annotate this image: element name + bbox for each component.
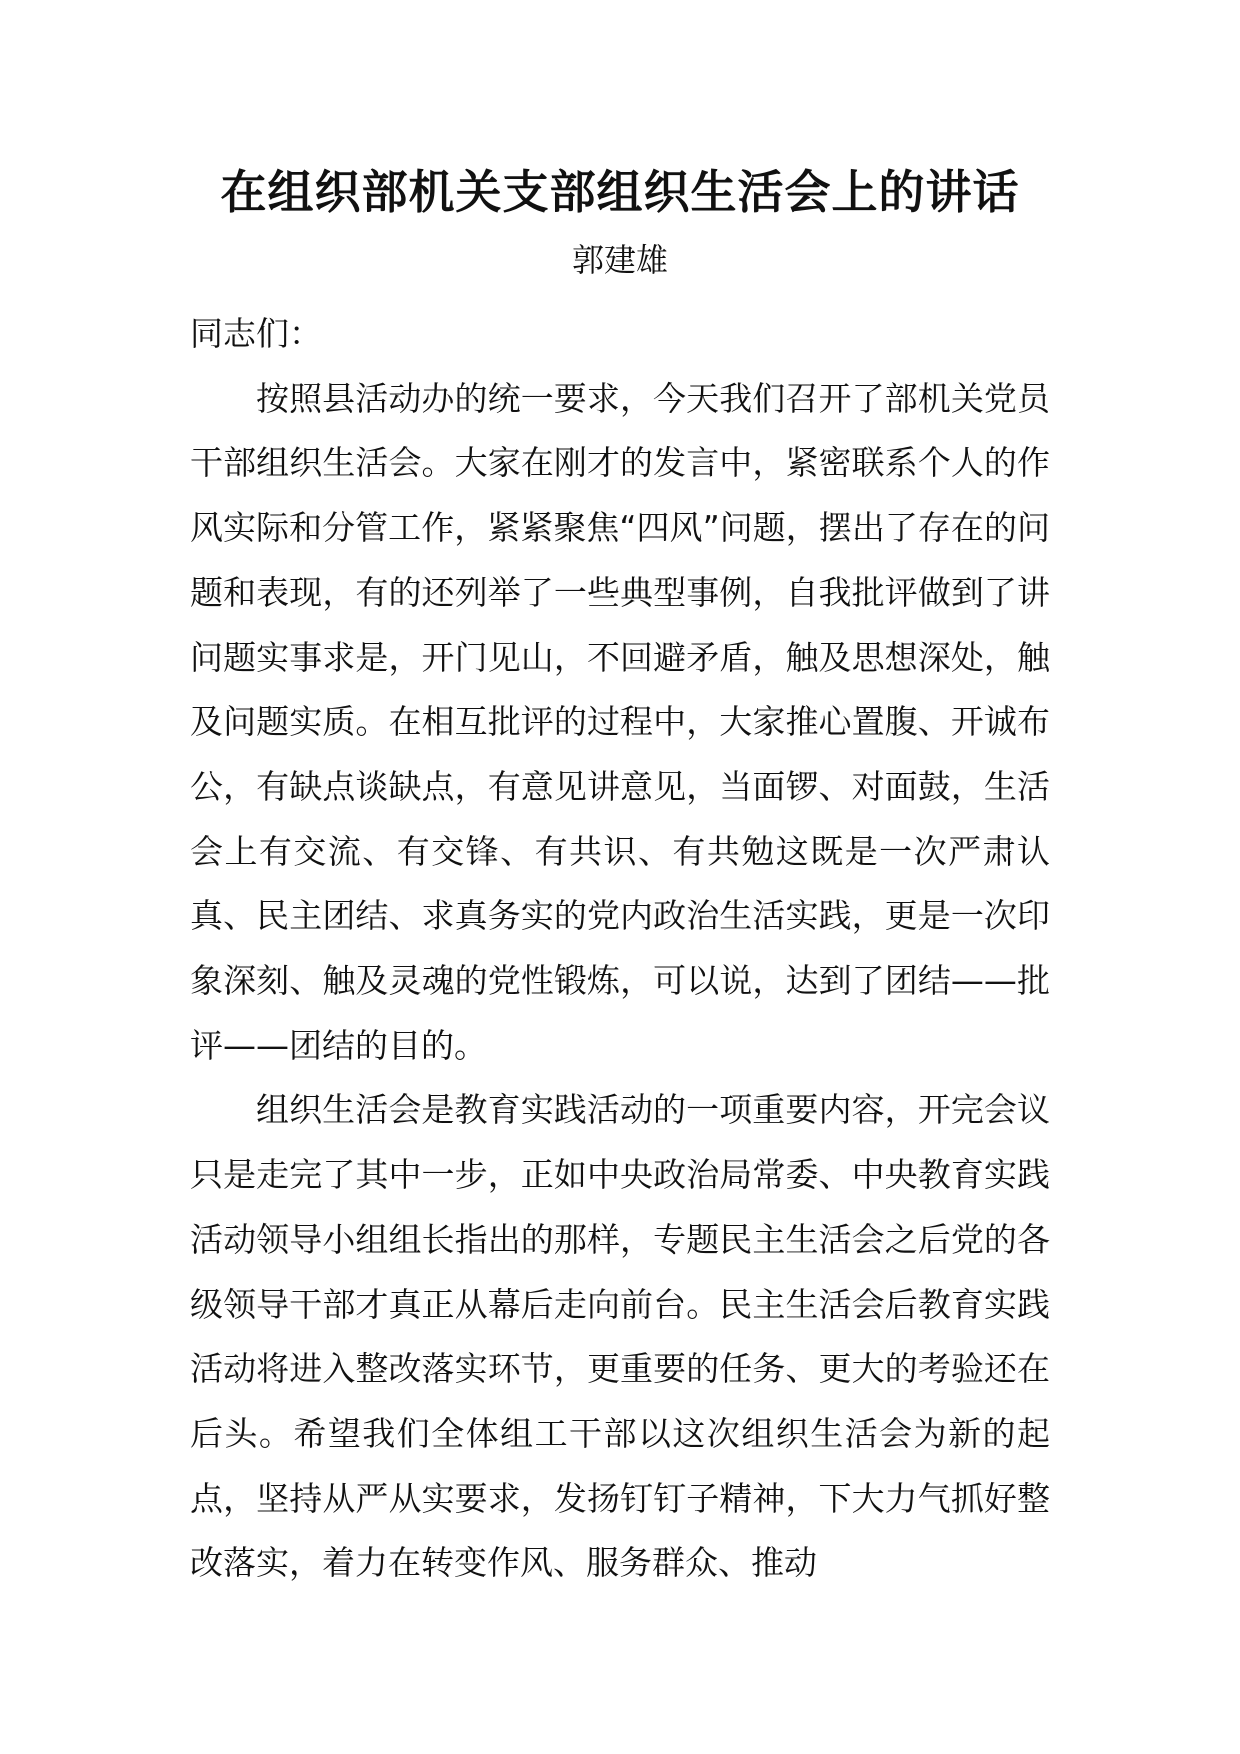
paragraph-2: 组织生活会是教育实践活动的一项重要内容，开完会议只是走完了其中一步，正如中央政治局常委、中央教育实践活动领导小组组长指出的那样，专题民主生活会之后党的各级领导干部才真正从幕后走向前台。民主生活会后教育实践活动将进入整改落实环节，更重要的任务、更大的考验还在后头。希望我们全体组工干部以这次组织生活会为新的起点，坚持从严从实要求，发扬钉钉子精神，下大力气抓好整改落实，着力在转变作风、服务群众、推动 <box>190 1090 1050 1583</box>
salutation: 同志们： <box>190 314 322 353</box>
document-body <box>190 302 1050 1596</box>
document-title: 在组织部机关支部组织生活会上的讲话 <box>220 165 1020 219</box>
document-author: 郭建雄 <box>571 241 668 279</box>
paragraph-1: 按照县活动办的统一要求，今天我们召开了部机关党员干部组织生活会。大家在刚才的发言中，紧密联系个人的作风实际和分管工作，紧紧聚焦“四风”问题，摆出了存在的问题和表现，有的还列举了一些典型事例，自我批评做到了讲问题实事求是，开门见山，不回避矛盾，触及思想深处，触及问题实质。在相互批评的过程中，大家推心置腹、开诚布公，有缺点谈缺点，有意见讲意见，当面锣、对面鼓，生活会上有交流、有交锋、有共识、有共勉这既是一次严肃认真、民主团结、求真务实的党内政治生活实践，更是一次印象深刻、触及灵魂的党性锻炼，可以说，达到了团结——批评——团结的目的。 <box>190 378 1050 1065</box>
